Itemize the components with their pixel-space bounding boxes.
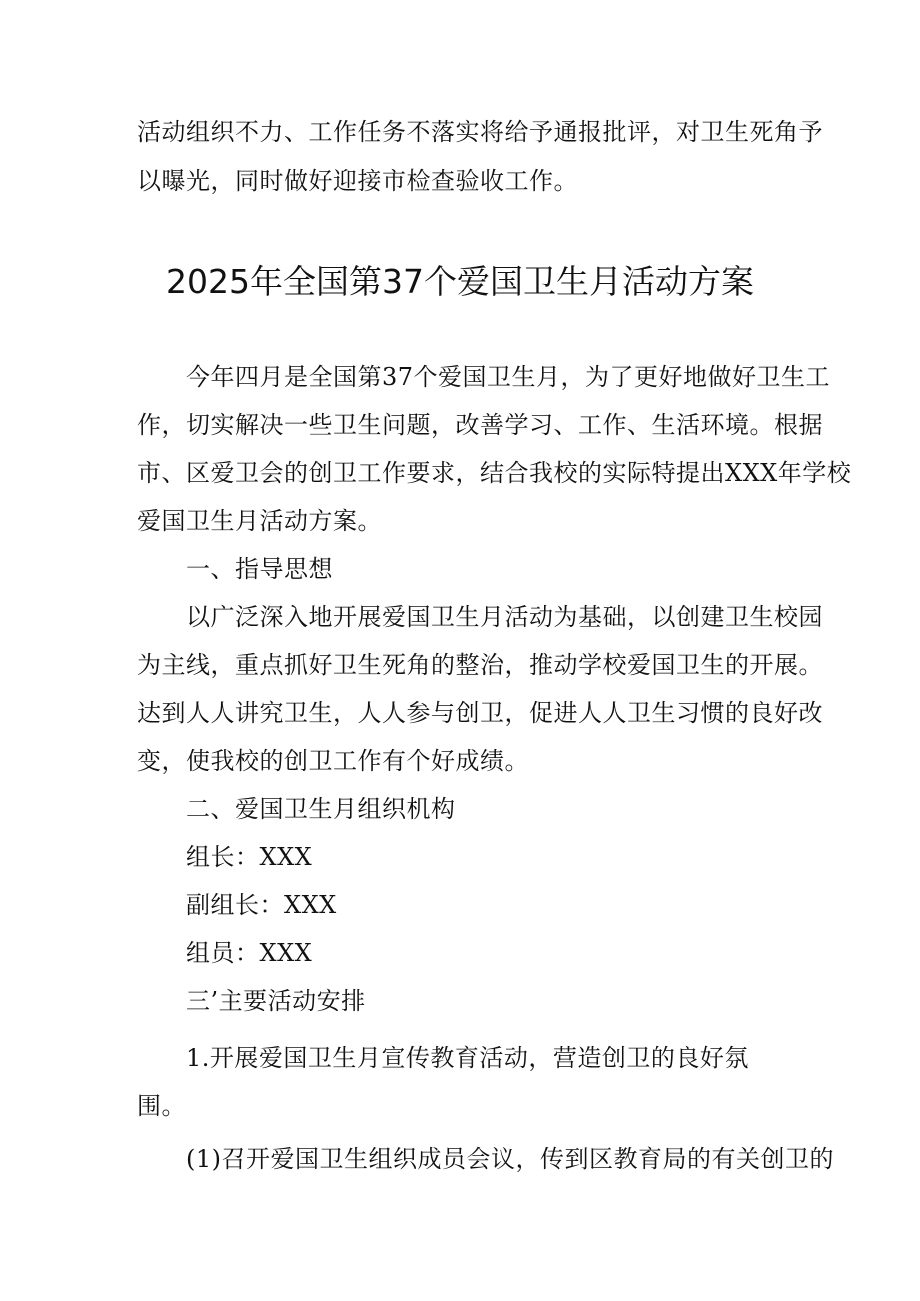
intro-line-3: 市、区爱卫会的创卫工作要求，结合我校的实际特提出XXX年学校 (137, 459, 852, 487)
section-1-line-1: 以广泛深入地开展爱国卫生月活动为基础，以创建卫生校园 (186, 603, 823, 631)
section-3-heading: 三’主要活动安排 (186, 987, 366, 1015)
intro-line-1: 今年四月是全国第37个爱国卫生月，为了更好地做好卫生工 (186, 363, 831, 391)
members-line: 组员：XXX (186, 939, 313, 967)
item-1-line-2: 围。 (137, 1092, 186, 1120)
section-1-line-3: 达到人人讲究卫生，人人参与创卫，促进人人卫生习惯的良好改 (137, 699, 823, 727)
document-title: 2025年全国第37个爱国卫生月活动方案 (166, 262, 754, 301)
deputy-leader-line: 副组长：XXX (186, 891, 337, 919)
section-1-line-4: 变，使我校的创卫工作有个好成绩。 (137, 747, 529, 775)
item-1-line-1: 1.开展爱国卫生月宣传教育活动，营造创卫的良好氛 (186, 1044, 749, 1072)
section-1-heading: 一、指导思想 (186, 555, 333, 583)
leader-line: 组长：XXX (186, 843, 313, 871)
section-2-heading: 二、爱国卫生月组织机构 (186, 795, 456, 823)
carryover-line-1: 活动组织不力、工作任务不落实将给予通报批评，对卫生死角予 (137, 118, 823, 146)
intro-line-2: 作，切实解决一些卫生问题，改善学习、工作、生活环境。根据 (137, 411, 823, 439)
intro-line-4: 爱国卫生月活动方案。 (137, 507, 382, 535)
carryover-line-2: 以曝光，同时做好迎接市检查验收工作。 (137, 167, 578, 195)
sub-item-1-line: (1)召开爱国卫生组织成员会议，传到区教育局的有关创卫的 (186, 1145, 834, 1173)
section-1-line-2: 为主线，重点抓好卫生死角的整治，推动学校爱国卫生的开展。 (137, 651, 823, 679)
